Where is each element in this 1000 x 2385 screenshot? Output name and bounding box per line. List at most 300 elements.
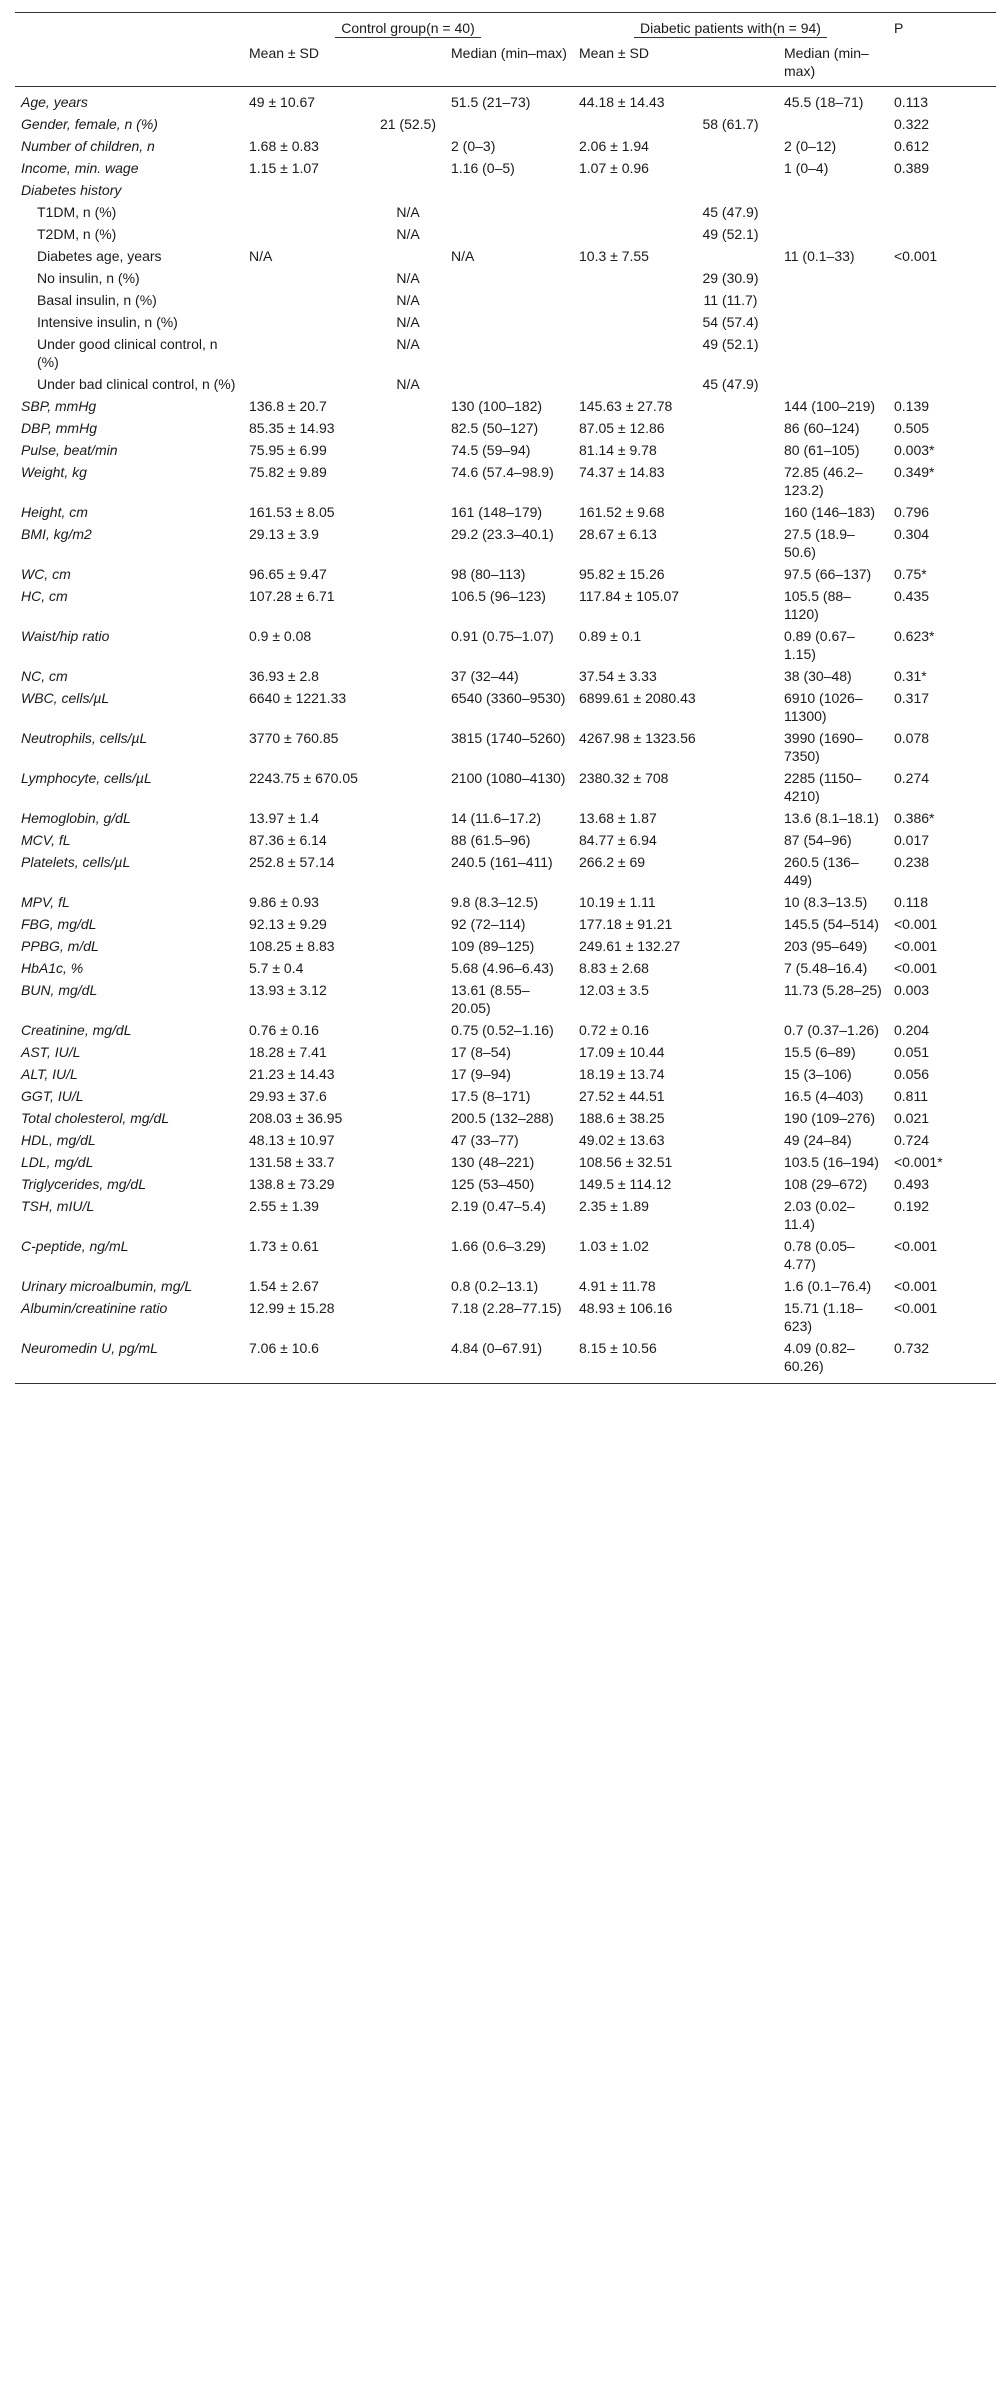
p-value: 0.118 (894, 894, 928, 910)
diabetic-mean-sd: 27.52 ± 44.51 (579, 1088, 665, 1104)
row-label: BMI, kg/m2 (21, 526, 92, 542)
diabetic-mean-sd: 266.2 ± 69 (579, 854, 646, 870)
control-median: 109 (89–125) (451, 938, 535, 954)
row-label: T2DM, n (%) (37, 226, 117, 242)
row-label: LDL, mg/dL (21, 1154, 94, 1170)
p-value: <0.001 (894, 1300, 938, 1316)
control-mean-sd: 0.9 ± 0.08 (249, 628, 312, 644)
control-mean-sd: 13.97 ± 1.4 (249, 810, 319, 826)
diabetic-mean-sd: 49.02 ± 13.63 (579, 1132, 665, 1148)
control-median: 0.75 (0.52–1.16) (451, 1022, 554, 1038)
p-value: <0.001* (894, 1154, 943, 1170)
control-median: 17 (9–94) (451, 1066, 511, 1082)
p-value: 0.612 (894, 138, 930, 154)
control-value: N/A (396, 204, 420, 220)
control-value: N/A (396, 292, 420, 308)
row-label: Hemoglobin, g/dL (21, 810, 131, 826)
control-median: 7.18 (2.28–77.15) (451, 1300, 562, 1316)
table-row (15, 585, 996, 625)
diabetic-median: 15 (3–106) (784, 1066, 852, 1082)
control-mean-sd: 29.13 ± 3.9 (249, 526, 319, 542)
row-label: Waist/hip ratio (21, 628, 110, 644)
diabetic-value: 29 (30.9) (702, 270, 759, 286)
table-body (15, 87, 996, 1384)
diabetic-mean-sd: 149.5 ± 114.12 (579, 1176, 672, 1192)
control-median: 98 (80–113) (451, 566, 526, 582)
control-mean-sd: 12.99 ± 15.28 (249, 1300, 335, 1316)
control-mean-sd: 13.93 ± 3.12 (249, 982, 327, 998)
table-row (15, 1063, 996, 1085)
diabetic-median: 7 (5.48–16.4) (784, 960, 868, 976)
row-label: WC, cm (21, 566, 71, 582)
diabetic-median: 86 (60–124) (784, 420, 860, 436)
control-median: 9.8 (8.3–12.5) (451, 894, 539, 910)
table-row (15, 523, 996, 563)
control-median: 13.61 (8.55–20.05) (451, 982, 530, 1016)
diabetic-median: 38 (30–48) (784, 668, 852, 684)
p-value (888, 333, 996, 373)
p-value: <0.001 (894, 916, 938, 932)
diabetic-median: 80 (61–105) (784, 442, 860, 458)
header-diabetic-median: Median (min–max) (778, 42, 888, 87)
p-value: 0.724 (894, 1132, 930, 1148)
diabetic-median: 11 (0.1–33) (784, 248, 855, 264)
control-median: 29.2 (23.3–40.1) (451, 526, 554, 542)
control-mean-sd: 48.13 ± 10.97 (249, 1132, 335, 1148)
control-median: 106.5 (96–123) (451, 588, 546, 604)
control-value: N/A (396, 376, 420, 392)
row-label: Urinary microalbumin, mg/L (21, 1278, 193, 1294)
p-value: 0.317 (894, 690, 930, 706)
p-value (888, 311, 996, 333)
header-p: P (888, 13, 996, 43)
table-row (15, 461, 996, 501)
row-label: WBC, cells/µL (21, 690, 110, 706)
control-mean-sd: 0.76 ± 0.16 (249, 1022, 319, 1038)
diabetic-median: 3990 (1690–7350) (784, 730, 863, 764)
p-value: 0.389 (894, 160, 930, 176)
control-mean-sd: 87.36 ± 6.14 (249, 832, 327, 848)
control-median: 1.16 (0–5) (451, 160, 515, 176)
row-label: Under bad clinical control, n (%) (37, 376, 236, 392)
diabetic-mean-sd: 95.82 ± 15.26 (579, 566, 665, 582)
diabetic-mean-sd: 18.19 ± 13.74 (579, 1066, 665, 1082)
diabetic-mean-sd: 4267.98 ± 1323.56 (579, 730, 696, 746)
empty-cell (243, 179, 888, 201)
diabetic-mean-sd: 2.35 ± 1.89 (579, 1198, 649, 1214)
table-row (15, 1107, 996, 1129)
table-row (15, 1297, 996, 1337)
control-median: 0.8 (0.2–13.1) (451, 1278, 539, 1294)
diabetic-value: 11 (11.7) (703, 292, 758, 308)
table-row (15, 1235, 996, 1275)
control-mean-sd: 208.03 ± 36.95 (249, 1110, 343, 1126)
row-label: FBG, mg/dL (21, 916, 97, 932)
control-median: 14 (11.6–17.2) (451, 810, 542, 826)
control-mean-sd: 85.35 ± 14.93 (249, 420, 335, 436)
control-mean-sd: 161.53 ± 8.05 (249, 504, 335, 520)
table-row (15, 267, 996, 289)
control-median: 17.5 (8–171) (451, 1088, 531, 1104)
p-value: 0.732 (888, 1337, 996, 1384)
control-mean-sd: 96.65 ± 9.47 (249, 566, 327, 582)
row-label: Intensive insulin, n (%) (37, 314, 178, 330)
control-mean-sd: 21.23 ± 14.43 (249, 1066, 335, 1082)
diabetic-mean-sd: 177.18 ± 91.21 (579, 916, 673, 932)
header-diabetic-group: Diabetic patients with(n = 94) (573, 13, 888, 43)
diabetic-median: 145.5 (54–514) (784, 916, 879, 932)
diabetic-mean-sd: 1.03 ± 1.02 (579, 1238, 649, 1254)
control-median: 47 (33–77) (451, 1132, 519, 1148)
table-row (15, 913, 996, 935)
row-label: HbA1c, % (21, 960, 84, 976)
p-value: <0.001 (894, 248, 938, 264)
p-value: 0.435 (894, 588, 930, 604)
row-label: Neutrophils, cells/µL (21, 730, 148, 746)
p-value: 0.056 (894, 1066, 930, 1082)
p-value (888, 289, 996, 311)
table-row (15, 333, 996, 373)
diabetic-median: 0.89 (0.67–1.15) (784, 628, 855, 662)
p-value: <0.001 (894, 1278, 938, 1294)
diabetic-mean-sd: 12.03 ± 3.5 (579, 982, 649, 998)
control-median: 200.5 (132–288) (451, 1110, 554, 1126)
diabetic-value: 58 (61.7) (702, 116, 759, 132)
control-median: 3815 (1740–5260) (451, 730, 566, 746)
table-row (15, 1085, 996, 1107)
row-label: ALT, IU/L (21, 1066, 78, 1082)
diabetic-mean-sd: 188.6 ± 38.25 (579, 1110, 665, 1126)
diabetic-value: 49 (52.1) (702, 336, 759, 352)
control-mean-sd: 36.93 ± 2.8 (249, 668, 319, 684)
diabetic-median: 13.6 (8.1–18.1) (784, 810, 879, 826)
control-median: 2.19 (0.47–5.4) (451, 1198, 546, 1214)
diabetic-median: 103.5 (16–194) (784, 1154, 879, 1170)
row-label: Creatinine, mg/dL (21, 1022, 132, 1038)
control-median: 74.5 (59–94) (451, 442, 531, 458)
control-mean-sd: 1.54 ± 2.67 (249, 1278, 319, 1294)
diabetic-median: 27.5 (18.9–50.6) (784, 526, 855, 560)
diabetic-mean-sd: 249.61 ± 132.27 (579, 938, 681, 954)
control-median: 2100 (1080–4130) (451, 770, 566, 786)
table-row (15, 957, 996, 979)
diabetic-mean-sd: 2.06 ± 1.94 (579, 138, 649, 154)
control-median: 5.68 (4.96–6.43) (451, 960, 554, 976)
control-value: N/A (396, 226, 420, 242)
p-value: 0.304 (894, 526, 930, 542)
table-row (15, 665, 996, 687)
diabetic-value: 45 (47.9) (702, 204, 759, 220)
p-value: 0.204 (894, 1022, 930, 1038)
table-row (15, 1337, 996, 1384)
diabetic-median: 11.73 (5.28–25) (784, 982, 882, 998)
p-value: 0.017 (894, 832, 930, 848)
p-value: <0.001 (894, 938, 938, 954)
table-row (15, 417, 996, 439)
diabetic-mean-sd: 74.37 ± 14.83 (579, 464, 665, 480)
diabetic-median: 0.78 (0.05–4.77) (784, 1238, 855, 1272)
row-label: HDL, mg/dL (21, 1132, 96, 1148)
row-label: Age, years (21, 94, 88, 110)
control-mean-sd: 75.82 ± 9.89 (249, 464, 327, 480)
diabetic-mean-sd: 117.84 ± 105.07 (579, 588, 680, 604)
diabetic-median: 2285 (1150–4210) (784, 770, 862, 804)
header-control-group: Control group(n = 40) (243, 13, 573, 43)
control-median: 17 (8–54) (451, 1044, 511, 1060)
diabetic-mean-sd: 4.91 ± 11.78 (579, 1278, 656, 1294)
header-blank (15, 42, 243, 87)
p-value: 0.274 (894, 770, 930, 786)
diabetic-median: 0.7 (0.37–1.26) (784, 1022, 879, 1038)
row-label: BUN, mg/dL (21, 982, 98, 998)
diabetic-mean-sd: 8.15 ± 10.56 (573, 1337, 778, 1384)
p-value: 0.192 (894, 1198, 930, 1214)
diabetic-mean-sd: 145.63 ± 27.78 (579, 398, 673, 414)
table-row (15, 113, 996, 135)
p-value (888, 201, 996, 223)
table-row (15, 1129, 996, 1151)
control-mean-sd: 1.68 ± 0.83 (249, 138, 319, 154)
diabetic-median: 2 (0–12) (784, 138, 837, 154)
p-value (888, 223, 996, 245)
diabetic-median: 72.85 (46.2–123.2) (784, 464, 863, 498)
diabetic-median: 10 (8.3–13.5) (784, 894, 868, 910)
control-median: 82.5 (50–127) (451, 420, 539, 436)
diabetic-mean-sd: 84.77 ± 6.94 (579, 832, 657, 848)
diabetic-mean-sd: 108.56 ± 32.51 (579, 1154, 673, 1170)
row-label: Basal insulin, n (%) (37, 292, 157, 308)
table-row (15, 829, 996, 851)
control-mean-sd: 2.55 ± 1.39 (249, 1198, 319, 1214)
diabetic-mean-sd: 8.83 ± 2.68 (579, 960, 649, 976)
diabetic-mean-sd: 48.93 ± 106.16 (579, 1300, 673, 1316)
table-row (15, 1173, 996, 1195)
p-value: 0.31* (894, 668, 927, 684)
control-mean-sd: 2243.75 ± 670.05 (249, 770, 358, 786)
control-value: N/A (396, 314, 420, 330)
diabetic-mean-sd: 10.19 ± 1.11 (579, 894, 656, 910)
table-row (15, 373, 996, 395)
p-value: 0.021 (894, 1110, 930, 1126)
row-label: AST, IU/L (21, 1044, 81, 1060)
p-value: 0.139 (894, 398, 930, 414)
control-mean-sd: 7.06 ± 10.6 (243, 1337, 445, 1384)
row-label: MCV, fL (21, 832, 71, 848)
diabetic-median: 144 (100–219) (784, 398, 876, 414)
table-row (15, 727, 996, 767)
diabetic-median: 105.5 (88–1120) (784, 588, 851, 622)
diabetic-median: 2.03 (0.02–11.4) (784, 1198, 855, 1232)
row-label: PPBG, m/dL (21, 938, 99, 954)
row-label: Pulse, beat/min (21, 442, 118, 458)
diabetic-median: 87 (54–96) (784, 832, 852, 848)
table-row (15, 807, 996, 829)
p-value: 0.322 (894, 116, 930, 132)
diabetic-median: 49 (24–84) (784, 1132, 852, 1148)
row-label: GGT, IU/L (21, 1088, 84, 1104)
diabetic-median: 15.5 (6–89) (784, 1044, 856, 1060)
header-blank (15, 13, 243, 43)
table-row (15, 1019, 996, 1041)
control-mean-sd: 1.15 ± 1.07 (249, 160, 319, 176)
control-median: 88 (61.5–96) (451, 832, 531, 848)
control-median: 0.91 (0.75–1.07) (451, 628, 554, 644)
control-value: 21 (52.5) (379, 116, 437, 132)
row-label: Neuromedin U, pg/mL (15, 1337, 243, 1384)
diabetic-mean-sd: 87.05 ± 12.86 (579, 420, 665, 436)
diabetic-median: 16.5 (4–403) (784, 1088, 864, 1104)
p-value: 0.349* (894, 464, 935, 480)
row-label: HC, cm (21, 588, 68, 604)
header-row-groups (15, 13, 996, 43)
diabetic-value: 54 (57.4) (702, 314, 759, 330)
control-median: 74.6 (57.4–98.9) (451, 464, 554, 480)
header-diabetic-mean-sd: Mean ± SD (573, 42, 778, 87)
row-label: SBP, mmHg (21, 398, 97, 414)
control-mean-sd: 49 ± 10.67 (249, 94, 316, 110)
table-row (15, 851, 996, 891)
diabetic-median: 108 (29–672) (784, 1176, 868, 1192)
table-row (15, 891, 996, 913)
diabetic-value: 45 (47.9) (702, 376, 759, 392)
control-mean-sd: 3770 ± 760.85 (249, 730, 339, 746)
p-value: 0.003 (894, 982, 930, 998)
diabetic-mean-sd: 13.68 ± 1.87 (579, 810, 657, 826)
control-mean-sd: 1.73 ± 0.61 (249, 1238, 319, 1254)
p-value: 0.493 (894, 1176, 930, 1192)
diabetic-median: 45.5 (18–71) (784, 94, 864, 110)
control-mean-sd: 6640 ± 1221.33 (249, 690, 347, 706)
p-value: 0.75* (894, 566, 927, 582)
table-row (15, 179, 996, 201)
row-label: Income, min. wage (21, 160, 139, 176)
diabetic-mean-sd: 37.54 ± 3.33 (579, 668, 657, 684)
control-mean-sd: 108.25 ± 8.83 (249, 938, 335, 954)
control-mean-sd: 75.95 ± 6.99 (249, 442, 327, 458)
control-value: N/A (396, 336, 420, 352)
row-label: DBP, mmHg (21, 420, 97, 436)
control-mean-sd: 131.58 ± 33.7 (249, 1154, 335, 1170)
diabetic-median: 15.71 (1.18–623) (784, 1300, 863, 1334)
control-median: 37 (32–44) (451, 668, 519, 684)
p-value: <0.001 (894, 1238, 938, 1254)
control-median: 2 (0–3) (451, 138, 496, 154)
control-mean-sd: 29.93 ± 37.6 (249, 1088, 327, 1104)
diabetic-median: 6910 (1026–11300) (784, 690, 863, 724)
diabetic-mean-sd: 28.67 ± 6.13 (579, 526, 657, 542)
row-label: Diabetes history (21, 182, 122, 198)
diabetic-mean-sd: 0.72 ± 0.16 (579, 1022, 649, 1038)
control-median: 240.5 (161–411) (451, 854, 553, 870)
row-label: Total cholesterol, mg/dL (21, 1110, 170, 1126)
table-row (15, 439, 996, 461)
p-value: 0.386* (894, 810, 935, 826)
control-median: 92 (72–114) (451, 916, 526, 932)
p-value: <0.001 (894, 960, 938, 976)
control-median: 6540 (3360–9530) (451, 690, 566, 706)
control-mean-sd: 138.8 ± 73.29 (249, 1176, 335, 1192)
diabetic-median: 260.5 (136–449) (784, 854, 859, 888)
diabetic-mean-sd: 44.18 ± 14.43 (579, 94, 665, 110)
table-row (15, 767, 996, 807)
diabetic-mean-sd: 10.3 ± 7.55 (579, 248, 649, 264)
row-label: Weight, kg (21, 464, 87, 480)
diabetic-mean-sd: 161.52 ± 9.68 (579, 504, 665, 520)
table-row (15, 223, 996, 245)
p-value: 0.623* (894, 628, 935, 644)
diabetic-mean-sd: 81.14 ± 9.78 (579, 442, 657, 458)
table-row (15, 87, 996, 114)
control-mean-sd: 107.28 ± 6.71 (249, 588, 335, 604)
table-row (15, 1195, 996, 1235)
table-row (15, 1151, 996, 1173)
table-row (15, 1041, 996, 1063)
control-mean-sd: 136.8 ± 20.7 (249, 398, 327, 414)
diabetic-median: 97.5 (66–137) (784, 566, 872, 582)
row-label: TSH, mIU/L (21, 1198, 95, 1214)
row-label: Height, cm (21, 504, 88, 520)
control-median: 130 (48–221) (451, 1154, 535, 1170)
row-label: Diabetes age, years (37, 248, 162, 264)
header-control-mean-sd: Mean ± SD (243, 42, 445, 87)
control-median: 51.5 (21–73) (451, 94, 531, 110)
row-label: Albumin/creatinine ratio (21, 1300, 168, 1316)
table-row (15, 311, 996, 333)
p-value: 0.505 (894, 420, 930, 436)
control-mean-sd: 18.28 ± 7.41 (249, 1044, 327, 1060)
control-median: 1.66 (0.6–3.29) (451, 1238, 546, 1254)
diabetic-mean-sd: 2380.32 ± 708 (579, 770, 669, 786)
control-median: 161 (148–179) (451, 504, 543, 520)
table-row (15, 625, 996, 665)
diabetic-mean-sd: 17.09 ± 10.44 (579, 1044, 665, 1060)
p-value: 0.051 (894, 1044, 930, 1060)
control-mean-sd: 5.7 ± 0.4 (249, 960, 304, 976)
table-row (15, 563, 996, 585)
control-median: 125 (53–450) (451, 1176, 535, 1192)
row-label: NC, cm (21, 668, 68, 684)
header-row-stats (15, 42, 996, 87)
diabetic-median: 160 (146–183) (784, 504, 876, 520)
diabetic-median: 4.09 (0.82–60.26) (778, 1337, 888, 1384)
table-row (15, 687, 996, 727)
p-value: 0.796 (894, 504, 930, 520)
row-label: No insulin, n (%) (37, 270, 140, 286)
p-value (888, 179, 996, 201)
row-label: Platelets, cells/µL (21, 854, 131, 870)
row-label: MPV, fL (21, 894, 70, 910)
comparison-table (15, 12, 996, 1384)
diabetic-median: 1.6 (0.1–76.4) (784, 1278, 872, 1294)
row-label: Triglycerides, mg/dL (21, 1176, 147, 1192)
table-row (15, 501, 996, 523)
diabetic-mean-sd: 0.89 ± 0.1 (579, 628, 642, 644)
p-value: 0.003* (894, 442, 935, 458)
diabetic-median: 1 (0–4) (784, 160, 829, 176)
table-row (15, 135, 996, 157)
diabetic-mean-sd: 6899.61 ± 2080.43 (579, 690, 696, 706)
table-row (15, 979, 996, 1019)
p-value (888, 267, 996, 289)
table-row (15, 201, 996, 223)
control-mean-sd: 252.8 ± 57.14 (249, 854, 335, 870)
table-row (15, 1275, 996, 1297)
p-value: 0.078 (894, 730, 930, 746)
diabetic-median: 190 (109–276) (784, 1110, 876, 1126)
table-row (15, 395, 996, 417)
diabetic-value: 49 (52.1) (702, 226, 759, 242)
diabetic-mean-sd: 1.07 ± 0.96 (579, 160, 649, 176)
